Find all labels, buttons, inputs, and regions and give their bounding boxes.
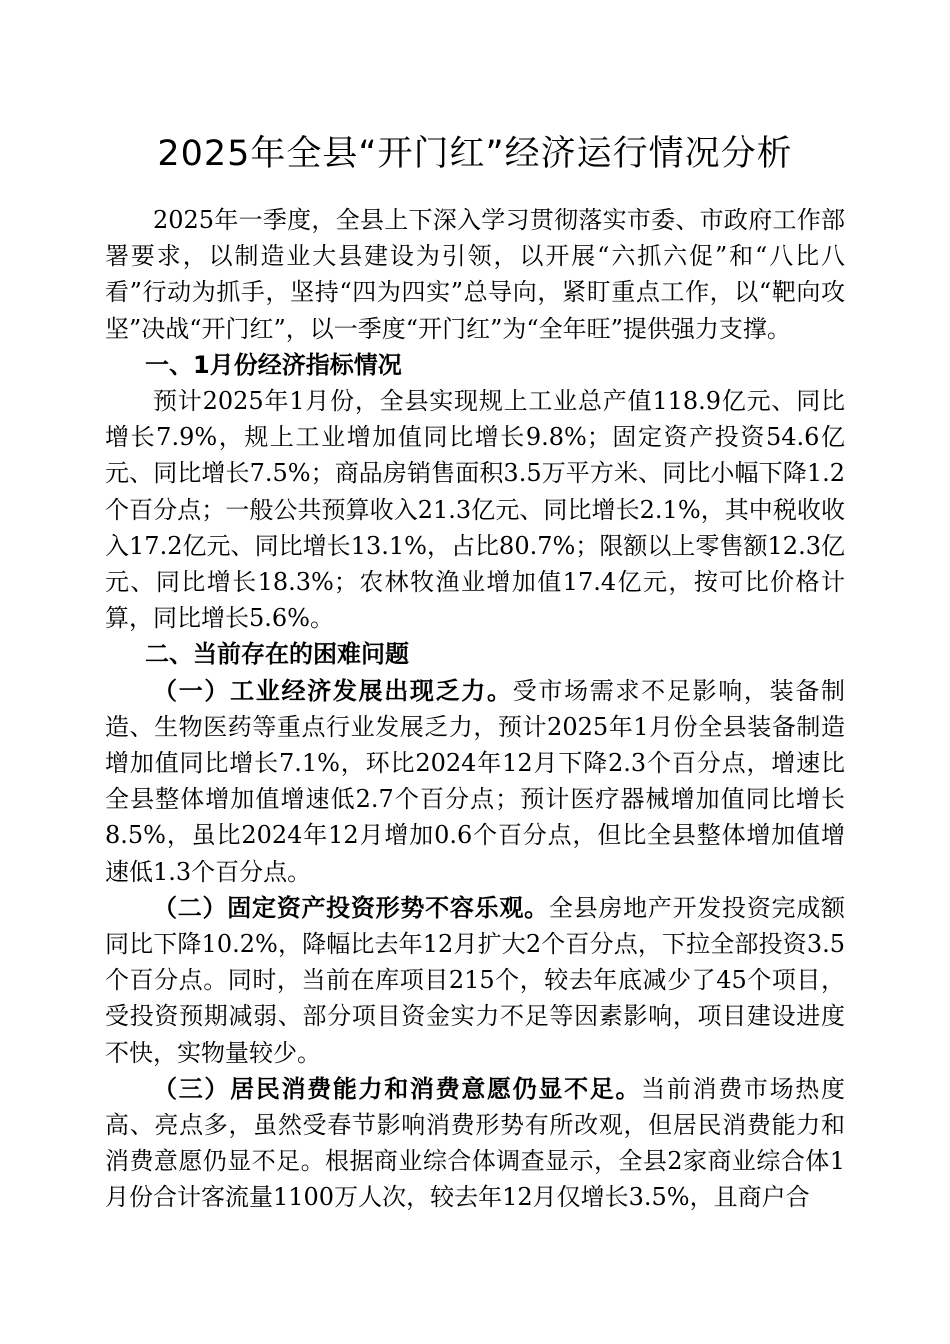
intro-paragraph: 2025年一季度，全县上下深入学习贯彻落实市委、市政府工作部署要求，以制造业大县建设为引领，以开展“六抓六促”和“八比八看”行动为抓手，坚持“四为四实”总导向，紧盯重点工作，以“靶向攻坚”决战“开门红”，以一季度“开门红”为“全年旺”提供强力支撑。: [105, 206, 845, 343]
issue-lead-2: （二）固定资产投资形势不容乐观。: [153, 893, 549, 922]
issue-paragraph-3: [105, 1071, 845, 1216]
issue-text-2: 全县房地产开发投资完成额同比下降10.2%，降幅比去年12月扩大2个百分点，下拉全部投资3.5个百分点。同时，当前在库项目215个，较去年底减少了45个项目，受投资预期减弱、部分项目资金实力不足等因素影响，项目建设进度不快，实物量较少。: [105, 893, 846, 1067]
issue-text-1: 受市场需求不足影响，装备制造、生物医药等重点行业发展乏力，预计2025年1月份全县装备制造增加值同比增长7.1%，环比2024年12月下降2.3个百分点，增速比全县整体增加值增速低2.7个百分点；预计医疗器械增加值同比增长8.5%，虽比2024年12月增加0.6个百分点，但比全县整体增加值增速低1.3个百分点。: [105, 676, 846, 886]
document-title: 2025年全县“开门红”经济运行情况分析: [157, 134, 793, 174]
issue-paragraph-1: [105, 673, 845, 890]
issue-text-3: 当前消费市场热度高、亮点多，虽然受春节影响消费形势有所改观，但居民消费能力和消费意愿仍显不足。根据商业综合体调查显示，全县2家商业综合体1月份合计客流量1100万人次，较去年12月仅增长3.5%，且商户合: [105, 1074, 846, 1212]
issue-paragraph-2: [105, 890, 845, 1071]
issue-lead-1: （一）工业经济发展出现乏力。: [153, 676, 513, 705]
document-body: [105, 202, 845, 1216]
section-heading-2: 二、当前存在的困难问题: [145, 640, 409, 669]
issue-lead-3: （三）居民消费能力和消费意愿仍显不足。: [153, 1074, 642, 1103]
section-heading-1: 一、1月份经济指标情况: [145, 350, 402, 379]
section-1-paragraph: 预计2025年1月份，全县实现规上工业总产值118.9亿元、同比增长7.9%，规上工业增加值同比增长9.8%；固定资产投资54.6亿元、同比增长7.5%；商品房销售面积3.5万平方米、同比小幅下降1.2个百分点；一般公共预算收入21.3亿元、同比增长2.1%，其中税收收入17.2亿元、同比增长13.1%，占比80.7%；限额以上零售额12.3亿元、同比增长18.3%；农林牧渔业增加值17.4亿元，按可比价格计算，同比增长5.6%。: [105, 387, 845, 633]
